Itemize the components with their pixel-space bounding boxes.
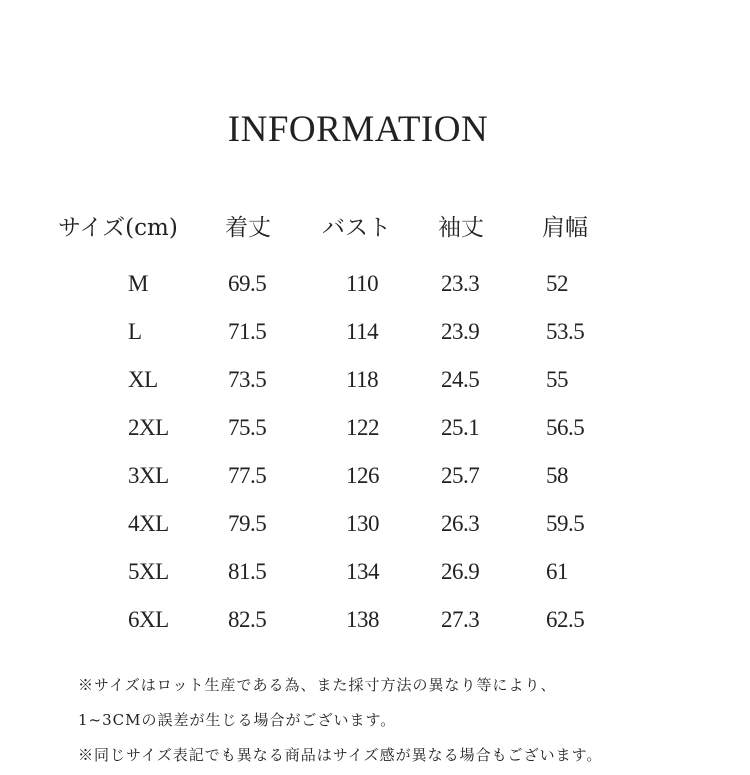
cell-shoulder: 61	[546, 559, 568, 584]
cell-shoulder: 62.5	[546, 607, 585, 632]
cell-shoulder: 53.5	[546, 319, 585, 344]
cell-sleeve: 27.3	[441, 607, 480, 632]
cell-sleeve: 25.1	[441, 415, 480, 440]
cell-size: M	[128, 271, 148, 296]
cell-sleeve: 26.3	[441, 511, 480, 536]
table-row	[0, 368, 750, 398]
header-length: 着丈	[225, 215, 271, 241]
cell-shoulder: 52	[546, 271, 568, 296]
cell-bust: 138	[346, 607, 379, 632]
cell-bust: 114	[346, 319, 379, 344]
cell-bust: 126	[346, 463, 379, 488]
cell-length: 82.5	[228, 607, 267, 632]
table-row	[0, 512, 750, 542]
table-row	[0, 608, 750, 638]
cell-size: 5XL	[128, 559, 169, 584]
cell-sleeve: 24.5	[441, 367, 480, 392]
cell-shoulder: 58	[546, 463, 568, 488]
cell-shoulder: 59.5	[546, 511, 585, 536]
cell-bust: 134	[346, 559, 379, 584]
cell-length: 75.5	[228, 415, 267, 440]
cell-sleeve: 23.3	[441, 271, 480, 296]
cell-size: 3XL	[128, 463, 169, 488]
cell-length: 69.5	[228, 271, 267, 296]
note-line: ※サイズはロット生産である為、また採寸方法の異なり等により、	[78, 676, 557, 694]
header-sleeve: 袖丈	[438, 215, 484, 241]
cell-size: 6XL	[128, 607, 169, 632]
cell-length: 71.5	[228, 319, 267, 344]
note-line: 1~3CMの誤差が生じる場合がございます。	[78, 711, 397, 729]
table-row	[0, 464, 750, 494]
cell-bust: 122	[346, 415, 379, 440]
cell-size: 4XL	[128, 511, 169, 536]
cell-sleeve: 23.9	[441, 319, 480, 344]
cell-bust: 130	[346, 511, 379, 536]
cell-bust: 118	[346, 367, 379, 392]
cell-bust: 110	[346, 271, 379, 296]
note-line: ※同じサイズ表記でも異なる商品はサイズ感が異なる場合もございます。	[78, 746, 603, 764]
table-row	[0, 272, 750, 302]
size-notes	[78, 668, 738, 773]
cell-size: 2XL	[128, 415, 169, 440]
cell-shoulder: 55	[546, 367, 568, 392]
cell-shoulder: 56.5	[546, 415, 585, 440]
cell-sleeve: 25.7	[441, 463, 480, 488]
header-size: サイズ(cm)	[58, 215, 178, 241]
cell-length: 81.5	[228, 559, 267, 584]
table-row	[0, 560, 750, 590]
page-title: INFORMATION	[227, 109, 489, 150]
header-bust: バスト	[322, 215, 391, 241]
cell-length: 77.5	[228, 463, 267, 488]
cell-length: 79.5	[228, 511, 267, 536]
cell-sleeve: 26.9	[441, 559, 480, 584]
table-row	[0, 416, 750, 446]
cell-size: L	[128, 319, 142, 344]
cell-length: 73.5	[228, 367, 267, 392]
table-row	[0, 320, 750, 350]
cell-size: XL	[128, 367, 158, 392]
header-shoulder: 肩幅	[542, 215, 588, 241]
